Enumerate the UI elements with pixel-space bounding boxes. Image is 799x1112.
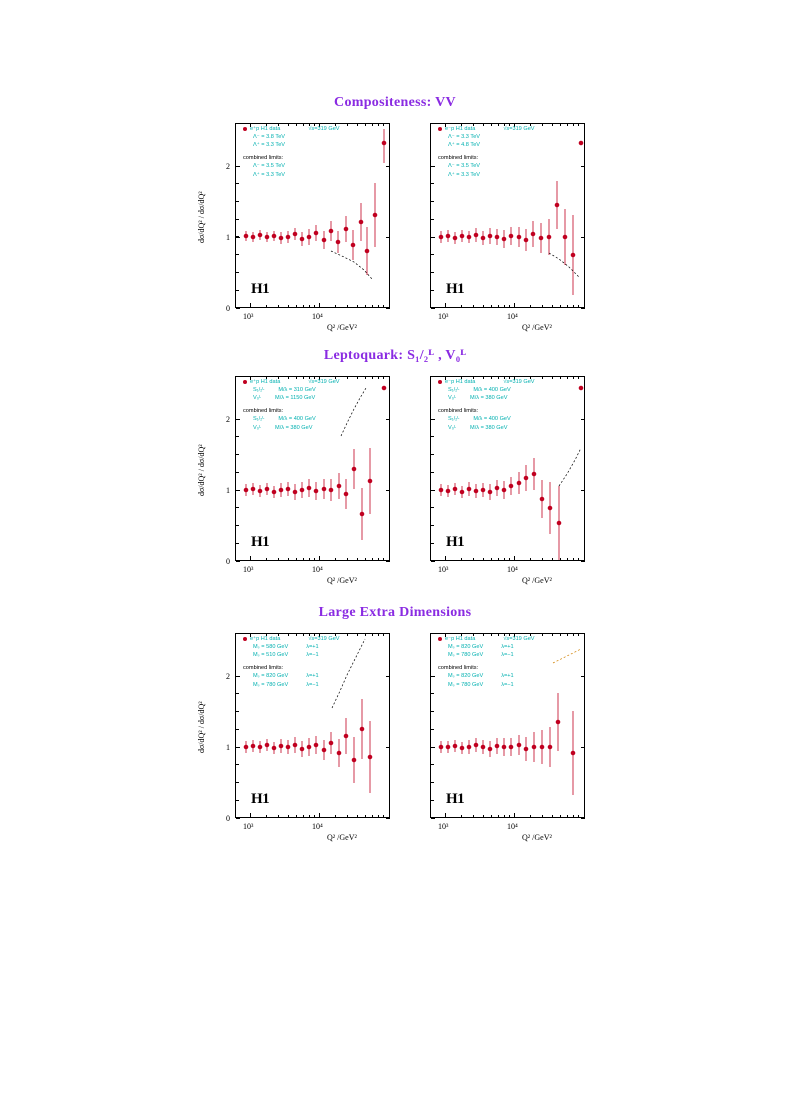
plot-compositeness-eplus	[195, 113, 395, 338]
legend-combined-title: combined limits:	[438, 155, 479, 162]
y-tick-0: 0	[226, 304, 230, 313]
h1-logo: H1	[251, 791, 270, 807]
legend-row-0-left: Mₛ = 820 GeV	[448, 644, 484, 651]
legend-row-0-left: Λ⁻ = 3.8 TeV	[253, 134, 286, 141]
legend-row-1-right: λ=−1	[501, 652, 514, 659]
x-axis-label: Q² /GeV²	[522, 833, 552, 842]
legend-combined-0-left: Λ⁻ = 3.5 TeV	[448, 163, 481, 170]
legend-row-0-left: Λ⁻ = 3.3 TeV	[448, 134, 481, 141]
legend-combined-1-right: λ=−1	[501, 681, 514, 688]
legend-combined-0-left: S₁/₂ᴸ	[448, 416, 460, 423]
legend-cms-label: √s=319 GeV	[503, 126, 535, 132]
legend-row-1-right: M/λ = 380 GeV	[470, 395, 508, 402]
legend-marker-icon	[438, 127, 442, 131]
block-compositeness	[185, 95, 605, 355]
block-leptoquark	[185, 348, 605, 608]
x-tick-0: 10³	[438, 822, 449, 831]
legend-combined-title: combined limits:	[243, 155, 284, 162]
legend	[438, 378, 535, 432]
legend-data-label: e⁺p H1 data	[250, 379, 281, 385]
y-axis-label: dσ/dQ² / dσ/dQ²	[197, 701, 206, 753]
legend-combined-title: combined limits:	[438, 665, 479, 672]
legend-combined-title: combined limits:	[243, 408, 284, 415]
legend-row-0-right: M/λ = 310 GeV	[278, 387, 316, 394]
y-tick-2: 2	[226, 415, 230, 424]
block-title-leptoquark: Leptoquark: S₁/₂ᴸ , V₀ᴸ	[323, 348, 467, 363]
legend-combined-1-right: M/λ = 380 GeV	[275, 424, 313, 431]
x-tick-0: 10³	[243, 312, 254, 321]
legend-data-label: e⁺p H1 data	[250, 126, 281, 132]
block-title-compositeness: Compositeness: VV	[334, 95, 456, 110]
legend	[243, 378, 340, 432]
plot-led-eminus	[390, 623, 590, 848]
legend-cms-label: √s=319 GeV	[308, 636, 340, 642]
legend-row-0-right: M/λ = 400 GeV	[473, 387, 511, 394]
legend-marker-icon	[243, 637, 247, 641]
y-tick-0: 0	[226, 814, 230, 823]
h1-logo: H1	[446, 281, 465, 297]
x-axis-label: Q² /GeV²	[522, 576, 552, 585]
legend-cms-label: √s=319 GeV	[308, 126, 340, 132]
x-axis-label: Q² /GeV²	[327, 833, 357, 842]
x-tick-0: 10³	[243, 822, 254, 831]
legend-row-0-right: λ=+1	[501, 644, 514, 651]
legend-cms-label: √s=319 GeV	[308, 379, 340, 385]
legend-combined-title: combined limits:	[438, 408, 479, 415]
h1-logo: H1	[251, 281, 270, 297]
legend-row-1-right: λ=−1	[306, 652, 319, 659]
legend	[243, 125, 340, 179]
h1-logo: H1	[446, 534, 465, 550]
y-axis-label: dσ/dQ² / dσ/dQ²	[197, 191, 206, 243]
legend-combined-title: combined limits:	[243, 665, 284, 672]
x-tick-1: 10⁴	[507, 822, 518, 831]
legend-marker-icon	[438, 637, 442, 641]
legend-row-1-left: Λ⁺ = 4.8 TeV	[448, 142, 481, 149]
x-tick-1: 10⁴	[507, 312, 518, 321]
legend-combined-0-left: Mₛ = 820 GeV	[253, 673, 289, 680]
legend-data-label: e⁺p H1 data	[250, 636, 281, 642]
y-tick-1: 1	[226, 743, 230, 752]
legend-cms-label: √s=319 GeV	[503, 379, 535, 385]
legend-row-0-right: λ=+1	[306, 644, 319, 651]
legend-row-1-left: V₀ᴸ	[448, 395, 457, 402]
legend-row-1-left: Mₛ = 510 GeV	[253, 652, 289, 659]
legend-combined-1-left: V₀ᴸ	[448, 424, 457, 431]
y-tick-1: 1	[226, 486, 230, 495]
legend-row-1-left: Λ⁺ = 3.3 TeV	[253, 142, 286, 149]
legend	[243, 635, 340, 689]
legend-combined-1-right: M/λ = 380 GeV	[470, 424, 508, 431]
legend-combined-0-right: M/λ = 400 GeV	[278, 416, 316, 423]
legend-row-1-left: V₀ᴸ	[253, 395, 262, 402]
x-tick-1: 10⁴	[312, 565, 323, 574]
legend-combined-1-left: Mₛ = 780 GeV	[448, 681, 484, 688]
legend-combined-1-left: Mₛ = 780 GeV	[253, 681, 289, 688]
legend	[438, 635, 535, 689]
plot-led-eplus	[195, 623, 395, 848]
x-axis-label: Q² /GeV²	[327, 576, 357, 585]
plot-leptoquark-eminus	[390, 366, 590, 591]
y-tick-0: 0	[226, 557, 230, 566]
legend-data-label: e⁻p H1 data	[445, 636, 476, 642]
legend-row-0-left: S₁/₂ᴸ	[253, 387, 265, 394]
legend	[438, 125, 535, 179]
x-tick-1: 10⁴	[507, 565, 518, 574]
legend-combined-0-left: Λ⁻ = 3.5 TeV	[253, 163, 286, 170]
legend-combined-1-left: V₀ᴸ	[253, 424, 262, 431]
block-extra-dimensions	[185, 605, 605, 865]
legend-cms-label: √s=319 GeV	[503, 636, 535, 642]
x-tick-1: 10⁴	[312, 822, 323, 831]
y-tick-2: 2	[226, 162, 230, 171]
x-tick-0: 10³	[438, 312, 449, 321]
legend-combined-0-right: λ=+1	[501, 673, 514, 680]
legend-marker-icon	[243, 380, 247, 384]
legend-combined-0-right: M/λ = 400 GeV	[473, 416, 511, 423]
plot-compositeness-eminus	[390, 113, 590, 338]
legend-combined-0-left: Mₛ = 820 GeV	[448, 673, 484, 680]
h1-logo: H1	[251, 534, 270, 550]
y-tick-2: 2	[226, 672, 230, 681]
y-axis-label: dσ/dQ² / dσ/dQ²	[197, 444, 206, 496]
legend-combined-0-left: S₁/₂ᴸ	[253, 416, 265, 423]
x-tick-0: 10³	[438, 565, 449, 574]
legend-marker-icon	[243, 127, 247, 131]
legend-data-label: e⁻p H1 data	[445, 379, 476, 385]
block-title-extra-dimensions: Large Extra Dimensions	[318, 605, 472, 620]
legend-combined-1-left: Λ⁺ = 3.3 TeV	[253, 171, 286, 178]
legend-row-1-right: M/λ = 1150 GeV	[275, 395, 316, 402]
legend-data-label: e⁻p H1 data	[445, 126, 476, 132]
legend-row-0-left: S₁/₂ᴸ	[448, 387, 460, 394]
legend-marker-icon	[438, 380, 442, 384]
x-tick-1: 10⁴	[312, 312, 323, 321]
x-tick-0: 10³	[243, 565, 254, 574]
y-tick-1: 1	[226, 233, 230, 242]
x-axis-label: Q² /GeV²	[522, 323, 552, 332]
x-axis-label: Q² /GeV²	[327, 323, 357, 332]
h1-logo: H1	[446, 791, 465, 807]
legend-combined-1-left: Λ⁺ = 3.3 TeV	[448, 171, 481, 178]
legend-row-1-left: Mₛ = 780 GeV	[448, 652, 484, 659]
legend-row-0-left: Mₛ = 580 GeV	[253, 644, 289, 651]
legend-combined-0-right: λ=+1	[306, 673, 319, 680]
legend-combined-1-right: λ=−1	[306, 681, 319, 688]
plot-leptoquark-eplus	[195, 366, 395, 591]
